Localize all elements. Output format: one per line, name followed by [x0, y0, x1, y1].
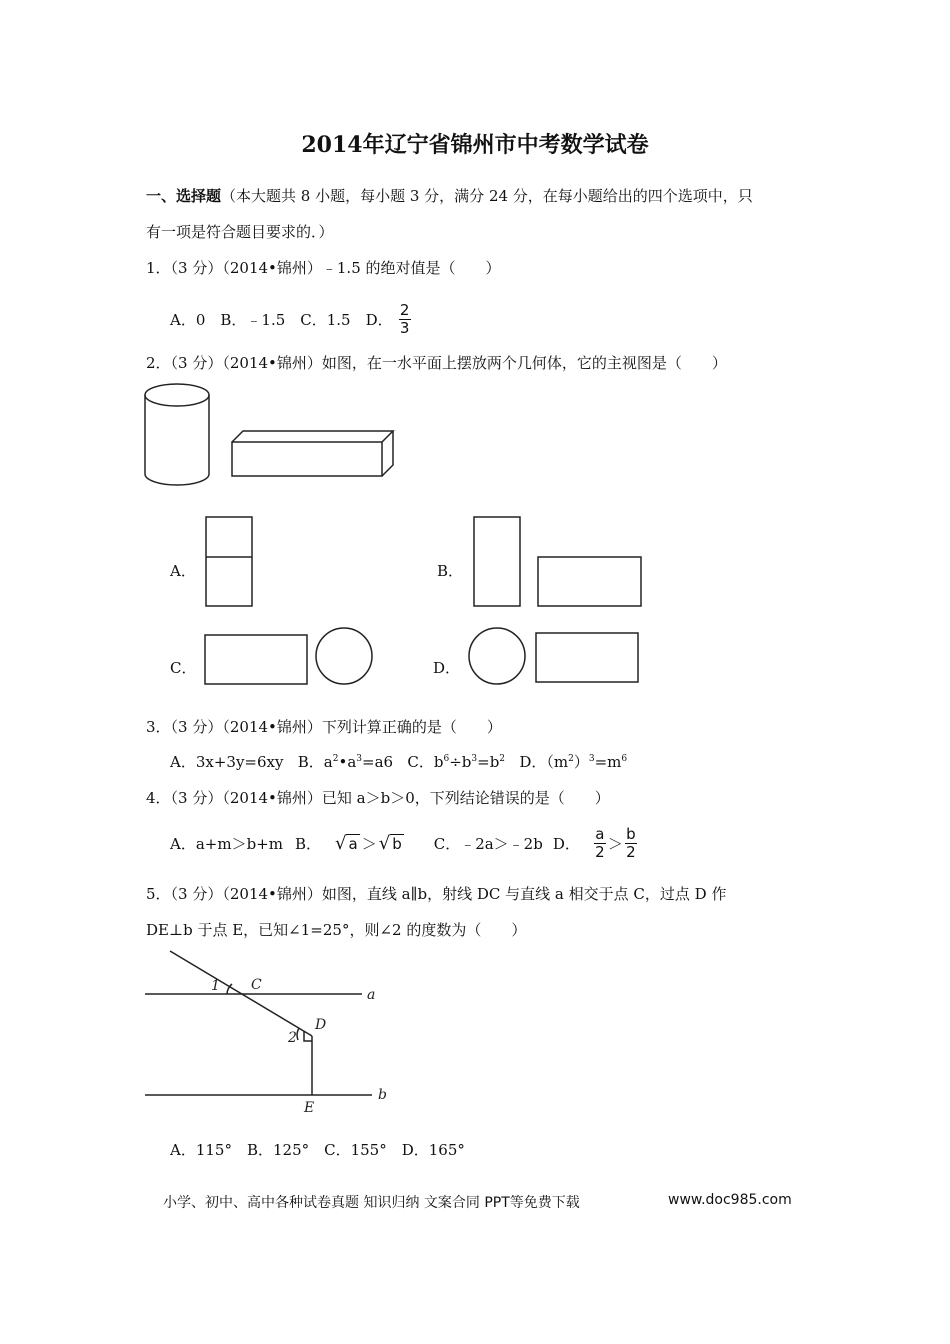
fraction-a-over-2: $\frac{a}{2}$ [595, 824, 605, 861]
q2-stem: 2．（3 分）（2014•锦州）如图，在一水平面上摆放两个几何体，它的主视图是（ ） [146, 354, 727, 372]
cylinder-figure [145, 384, 209, 485]
q4-option-c: C．﹣2a＞﹣2b [433, 834, 543, 853]
section-desc-line1: （本大题共 8 小题，每小题 3 分，满分 24 分，在每小题给出的四个选项中，只 [221, 187, 753, 205]
section-heading: 一、选择题 [146, 187, 222, 205]
page-title: 2014年辽宁省锦州市中考数学试卷 [301, 132, 649, 158]
q4-option-a: A．a+m＞b+m [170, 834, 283, 853]
q2-label-d: D． [433, 659, 461, 677]
q2-label-b: B． [437, 562, 464, 580]
q2-option-c-figure [205, 628, 372, 684]
q4-options [170, 823, 637, 863]
q5-geometry-figure [145, 951, 372, 1095]
q4-option-d-label: D． [552, 834, 580, 853]
q3-option-b: B．$a^2•a^3=a6$ [297, 753, 394, 771]
q1-stem: 1．（3 分）（2014•锦州）﹣1.5 的绝对值是（ ） [146, 259, 501, 277]
label-angle1: 1 [211, 978, 220, 994]
fraction-b-over-2: $\frac{b}{2}$ [626, 824, 636, 861]
label-point-e: E [304, 1100, 315, 1116]
label-line-a: a [367, 987, 376, 1003]
fraction-numerator: 2 [399, 301, 410, 319]
q5-stem-line2: DE⊥b 于点 E，已知∠1=25°，则∠2 的度数为（ ） [146, 921, 527, 939]
q4-option-b-expr [335, 833, 404, 854]
q4-option-b-label: B． [294, 834, 321, 853]
section-desc-line2: 有一项是符合题目要求的．） [146, 223, 334, 241]
q3-options [170, 751, 627, 772]
label-angle2: 2 [288, 1030, 297, 1046]
label-point-d: D [315, 1017, 327, 1033]
q2-label-c: C． [170, 659, 197, 677]
sqrt-symbol: √ [335, 832, 347, 854]
q3-option-a: A．3x+3y=6xy [170, 753, 284, 771]
q2-option-b-figure [474, 517, 641, 606]
footer-link[interactable]: www.doc985.com [668, 1192, 792, 1208]
q3-stem: 3．（3 分）（2014•锦州）下列计算正确的是（ ） [146, 718, 502, 736]
sqrt-symbol: √ [378, 832, 391, 854]
gt-symbol: ＞ [607, 834, 623, 853]
q2-option-d-figure [469, 628, 638, 684]
q5-options: A．115° B．125° C．155° D．165° [170, 1141, 465, 1159]
sqrt-a-radicand: a [348, 834, 358, 853]
label-point-c: C [251, 977, 262, 993]
q5-stem-line1: 5．（3 分）（2014•锦州）如图，直线 a∥b，射线 DC 与直线 a 相交于点 C，过点 D 作 [146, 885, 727, 903]
q2-label-a: A． [170, 562, 196, 580]
q3-option-d: D．$(m^2)^3=m^6$ [519, 753, 628, 771]
q1-options-text: A．0 B．﹣1.5 C．1.5 D． [170, 311, 393, 329]
q2-option-a-figure [206, 517, 252, 606]
fraction-denominator: 3 [399, 319, 410, 337]
angle2-arc [297, 1028, 299, 1040]
footer-text: 小学、初中、高中各种试卷真题 知识归纳 文案合同 PPT等免费下载 [163, 1195, 580, 1211]
cuboid-figure [232, 431, 393, 476]
q3-option-c: C．$b^6\div b^3=b^2$ [407, 753, 506, 771]
label-line-b: b [378, 1087, 387, 1103]
sqrt-b-radicand: b [392, 834, 402, 853]
gt-symbol: ＞ [361, 834, 377, 853]
q4-option-d-expr [594, 826, 637, 861]
q4-stem: 4．（3 分）（2014•锦州）已知 a＞b＞0，下列结论错误的是（ ） [146, 789, 610, 807]
